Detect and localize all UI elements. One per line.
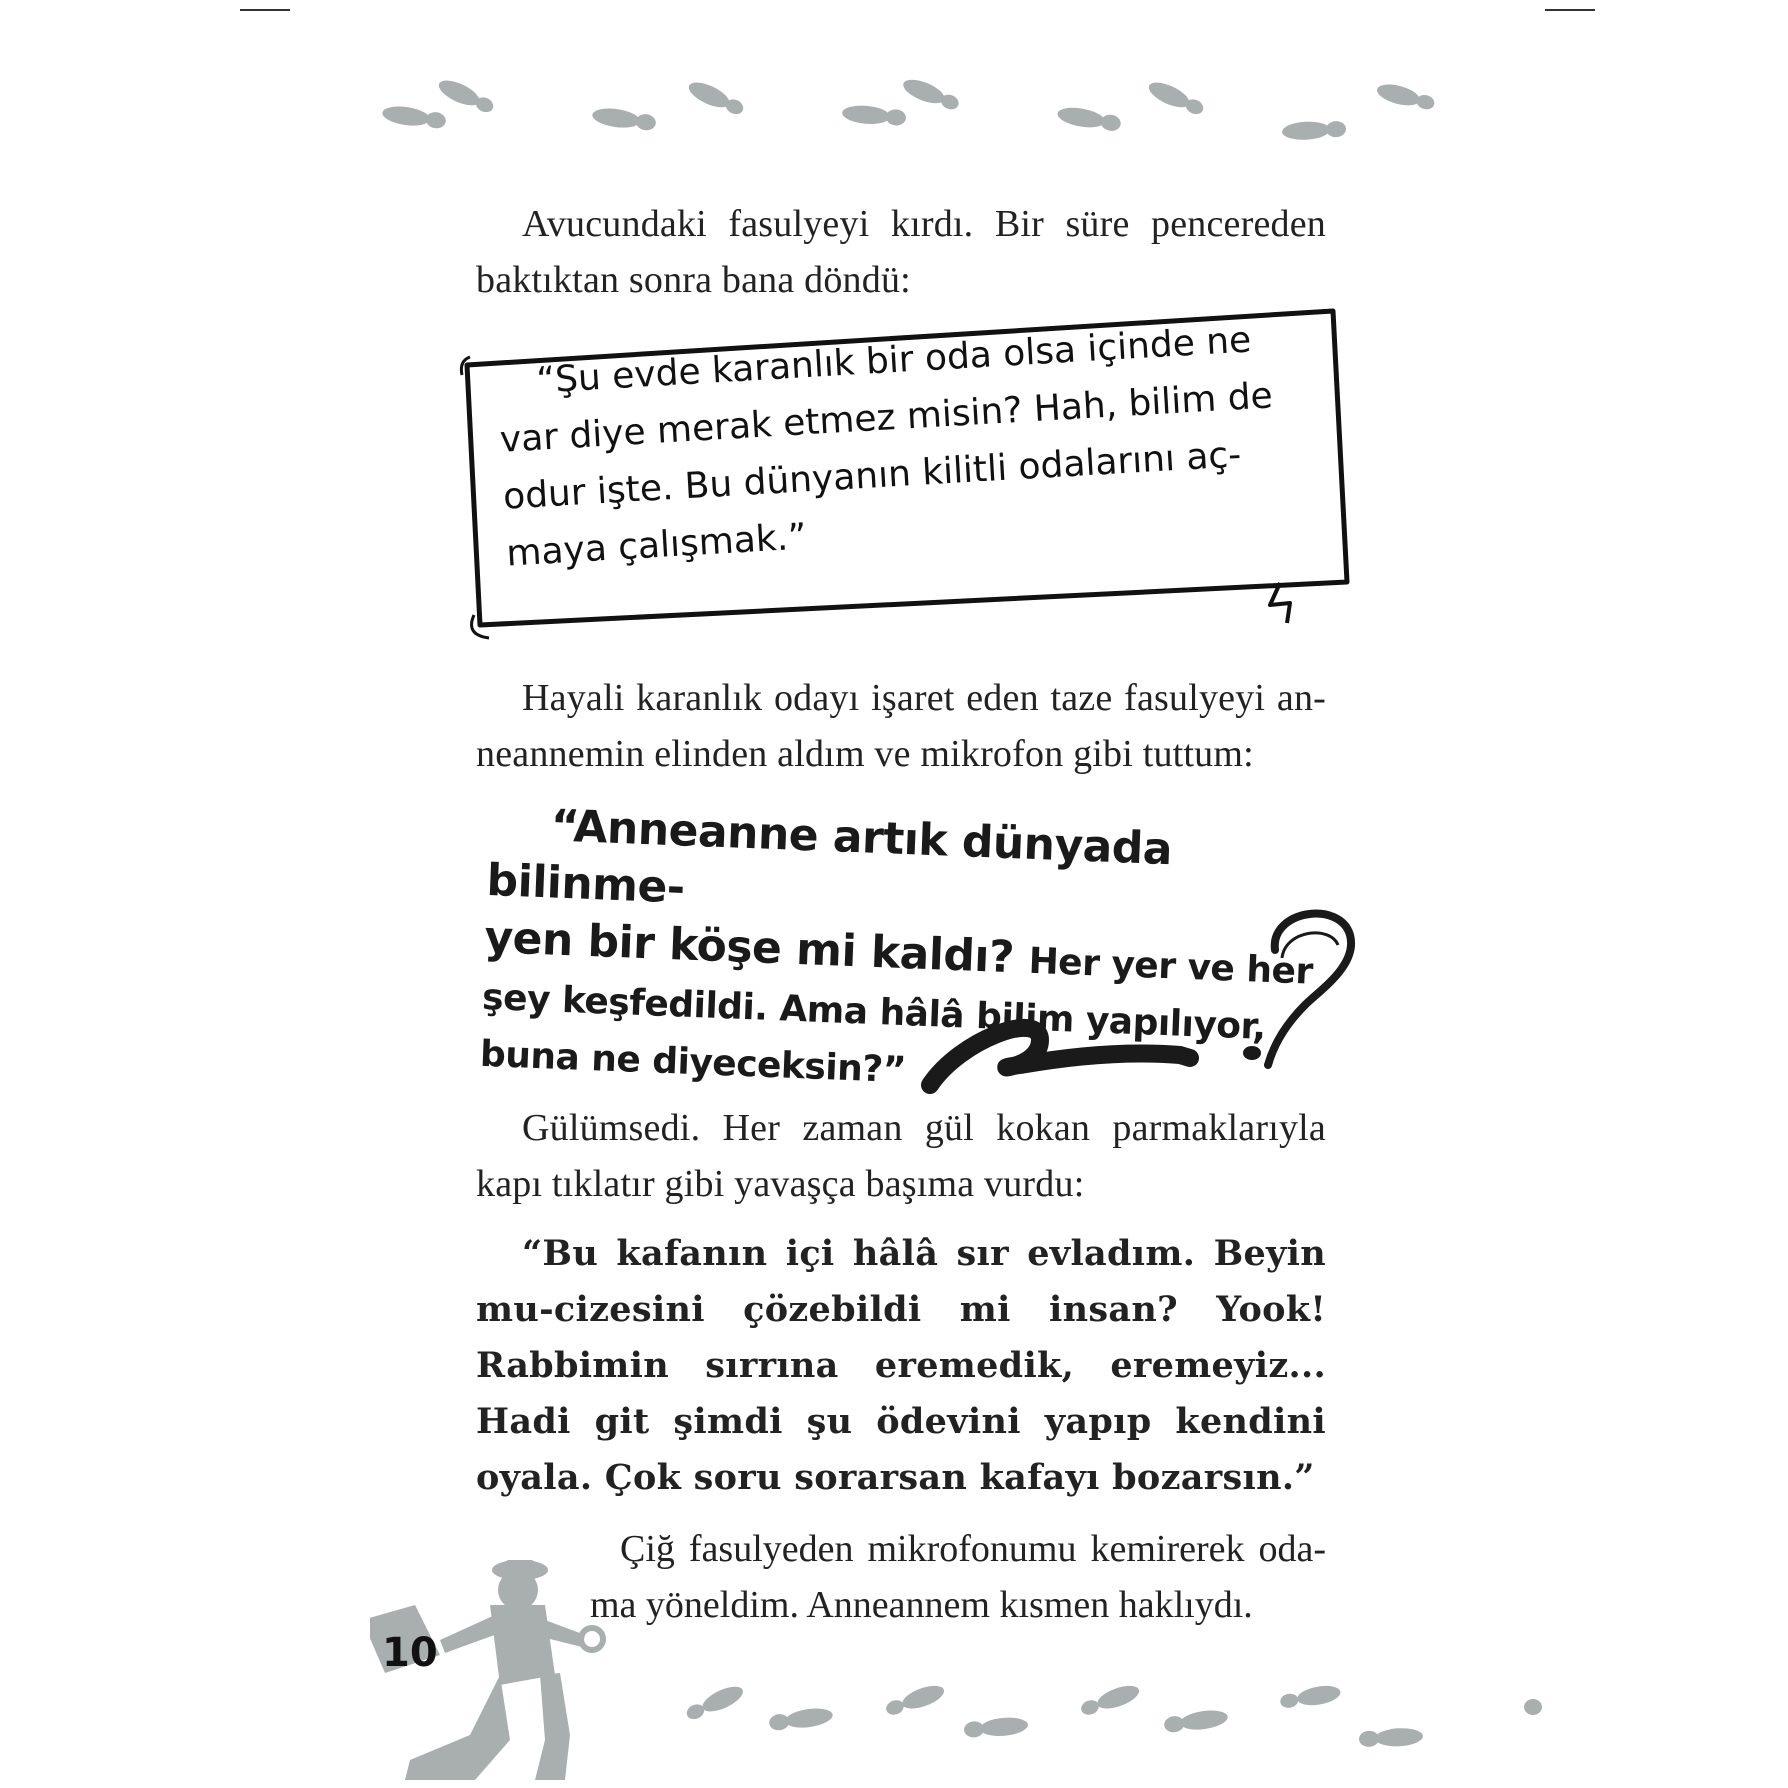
footprint-icon xyxy=(1163,1708,1229,1735)
crop-mark-right xyxy=(1545,9,1595,11)
footprint-icon xyxy=(963,1716,1028,1740)
footprint-icon xyxy=(591,106,657,133)
handwritten-quote-line-2a: yen bir köşe mi kaldı? xyxy=(483,911,1030,984)
handwritten-quote-line-3: şey keşfedildi. Ama hâlâ bilim yapılıyor, xyxy=(481,976,1267,1048)
paragraph-1: Avucundaki fasulyeyi kırdı. Bir süre pencereden baktıktan sonra bana döndü: xyxy=(476,203,1326,301)
footprint-icon xyxy=(1524,1699,1542,1715)
crop-mark-left xyxy=(240,9,290,11)
page-number: 10 xyxy=(382,1630,438,1676)
speech-bubble-text: “Şu evde karanlık bir oda olsa içinde ne var diye merak etmez misin? Hah, bilim de odur işte. Bu dünyanın kilitli odalarını aç-maya çalışmak.” xyxy=(498,319,1274,575)
footprint-icon xyxy=(1359,1727,1424,1748)
paragraph-3: Gülümsedi. Her zaman gül kokan parmaklarıyla kapı tıklatır gibi yavaşça başıma vurdu: xyxy=(476,1107,1326,1205)
footprint-icon xyxy=(1056,105,1122,134)
handwritten-quote-line-4: buna ne diyeceksin?” xyxy=(479,1033,907,1092)
handwritten-quote xyxy=(479,795,1339,1115)
footprint-icon xyxy=(1078,1681,1141,1719)
speech-bubble xyxy=(455,305,1355,650)
footprint-icon xyxy=(1279,1683,1342,1711)
footprint-icon xyxy=(1282,120,1347,141)
footprint-icon xyxy=(684,1682,747,1724)
footprint-icon xyxy=(883,1681,946,1719)
footprint-icon xyxy=(435,75,496,116)
footprint-icon xyxy=(841,104,906,128)
handwritten-quote-line-2b: Her yer ve her xyxy=(1027,940,1314,993)
footprint-icon xyxy=(768,1706,834,1733)
footprint-icon xyxy=(1375,81,1437,114)
grandmother-quote: “Bu kafanın içi hâlâ sır evladım. Beyin mu-cizesini çözebildi mi insan? Yook! Rabbimin sırrına eremedik, eremeyiz... Hadi git şimdi şu ödevini yapıp kendini oyala. Çok soru sorarsan kafayı bozarsın.” xyxy=(476,1233,1326,1498)
footprint-icon xyxy=(1145,77,1206,118)
footprint-icon xyxy=(685,77,746,118)
footprint-icon xyxy=(900,75,961,114)
paragraph-2: Hayali karanlık odayı işaret eden taze fasulyeyi an-neannemin elinden aldım ve mikrofon gibi tuttum: xyxy=(476,677,1326,775)
handwritten-quote-line-1: “Anneanne artık dünyada bilinme- xyxy=(485,800,1173,914)
paragraph-4: Çiğ fasulyeden mikrofonumu kemirerek oda-ma yöneldim. Anneannem kısmen haklıydı. xyxy=(590,1528,1326,1626)
footprint-icon xyxy=(381,104,447,131)
